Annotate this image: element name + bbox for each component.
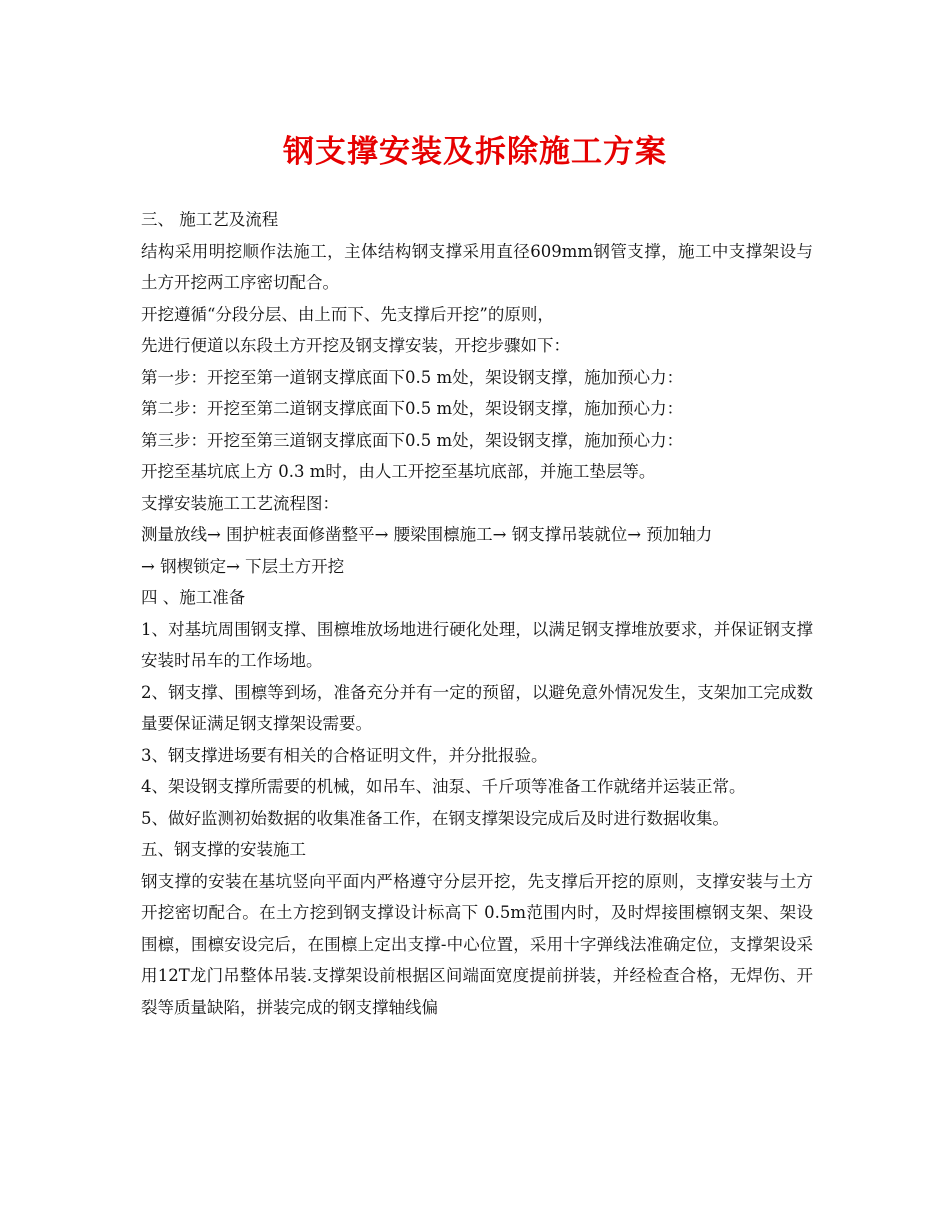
flow-line-1: 测量放线→ 围护桩表面修凿整平→ 腰梁围檩施工→ 钢支撑吊装就位→ 预加轴力 xyxy=(141,525,713,544)
flow-line-2: → 钢楔锁定→ 下层土方开挖 xyxy=(141,556,345,576)
section-5-paragraph-1: 钢支撑的安装在基坑竖向平面内严格遵守分层开挖，先支撑后开挖的原则，支撑安装与土方开挖密切配合。在土方挖到钢支撑设计标高下 0.5m范围内时，及时焊接围檩钢支架、架设围檩，围檩安设完后，在围檩上定出支撑-中心位置，采用十字弹线法准确定位，支撑架设采用12T龙门吊整体吊装.支撑架设前根据区间端面宽度提前拼装，并经检查合格，无焊伤、开裂等质量缺陷，拼装完成的钢支撑轴线偏 xyxy=(141,871,813,1017)
flow-heading: 支撑安装施工工艺流程图： xyxy=(141,493,339,513)
preparation-item-3: 3、钢支撑进场要有相关的合格证明文件，并分批报验。 xyxy=(141,745,548,765)
section-3-heading: 三、 施工艺及流程 xyxy=(141,210,279,229)
excavation-step-3: 第三步：开挖至第三道钢支撑底面下0.5 m处，架设钢支撑，施加预心力： xyxy=(141,430,684,450)
document-body xyxy=(141,204,813,1023)
excavation-step-2: 第二步：开挖至第二道钢支撑底面下0.5 m处，架设钢支撑，施加预心力： xyxy=(141,399,684,418)
section-3-paragraph-3: 先进行便道以东段土方开挖及钢支撑安装，开挖步骤如下： xyxy=(141,336,570,355)
section-5-heading: 五、钢支撑的安装施工 xyxy=(141,840,306,859)
preparation-item-2: 2、钢支撑、围檩等到场，准备充分并有一定的预留，以避免意外情况发生，支架加工完成数量要保证满足钢支撑架设需要。 xyxy=(141,682,813,733)
preparation-item-1: 1、对基坑周围钢支撑、围檩堆放场地进行硬化处理，以满足钢支撑堆放要求，并保证钢支撑安装时吊车的工作场地。 xyxy=(141,619,813,670)
excavation-step-1: 第一步：开挖至第一道钢支撑底面下0.5 m处，架设钢支撑，施加预心力： xyxy=(141,367,684,387)
preparation-item-4: 4、架设钢支撑所需要的机械，如吊车、油泵、千斤项等准备工作就绪并运装正常。 xyxy=(141,777,746,796)
section-4-heading: 四 、施工准备 xyxy=(141,588,246,607)
section-3-paragraph-4: 开挖至基坑底上方 0.3 m时，由人工开挖至基坑底部，并施工垫层等。 xyxy=(141,462,656,481)
document-title: 钢支撑安装及拆除施工方案 xyxy=(283,134,667,170)
section-3-paragraph-2: 开挖遵循“分段分层、由上而下、先支撑后开挖”的原则， xyxy=(141,304,554,324)
section-3-paragraph-1: 结构采用明挖顺作法施工，主体结构钢支撑采用直径609mm钢管支撑，施工中支撑架设与土方开挖两工序密切配合。 xyxy=(141,241,813,292)
preparation-item-5: 5、做好监测初始数据的收集准备工作，在钢支撑架设完成后及时进行数据收集。 xyxy=(141,808,729,828)
